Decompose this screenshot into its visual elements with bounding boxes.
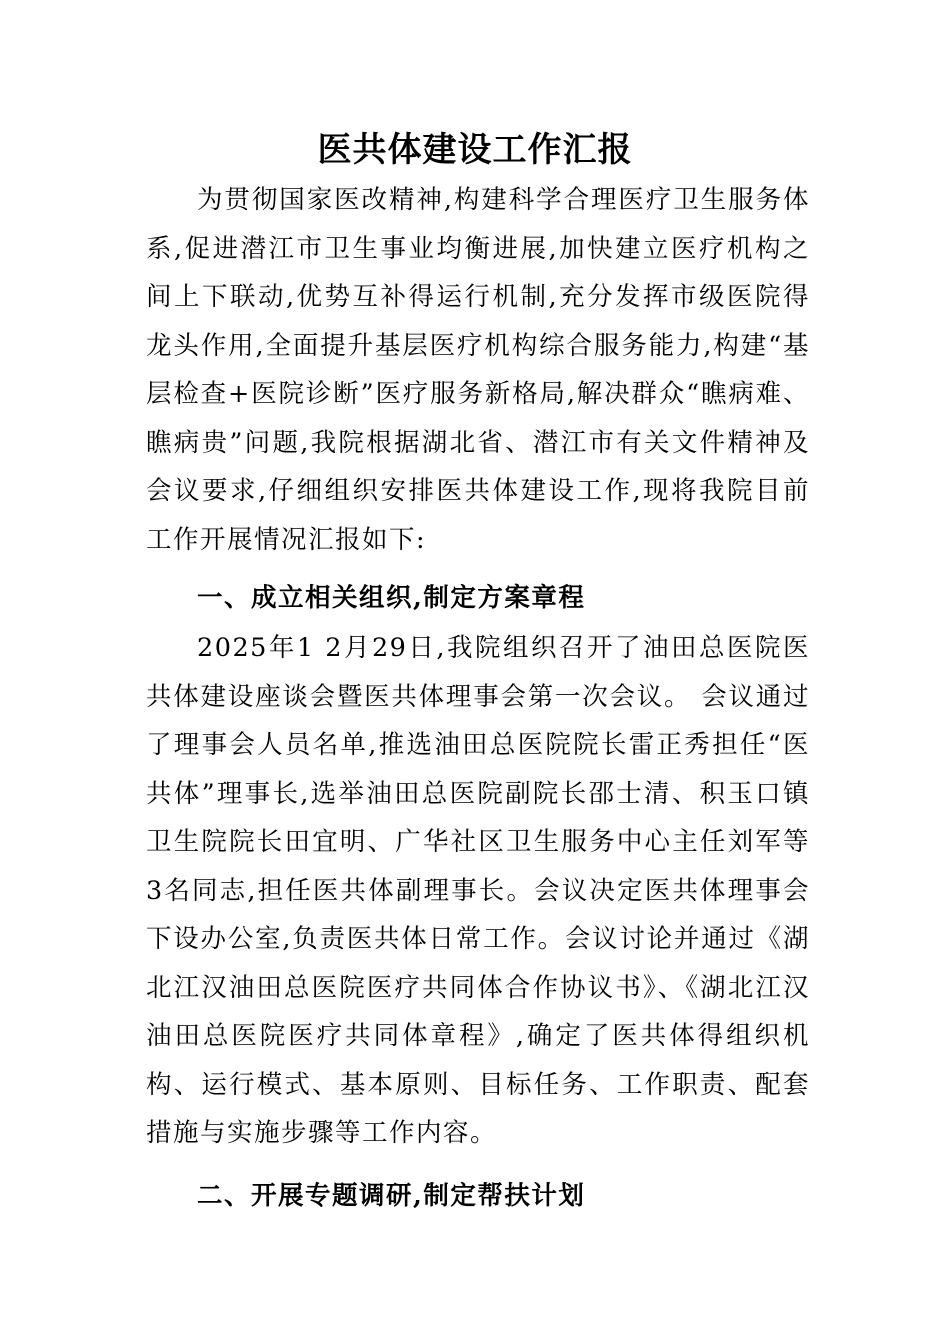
section-heading-2: 二、开展专题调研,制定帮扶计划 bbox=[197, 1181, 586, 1211]
section-heading-1: 一、成立相关组织,制定方案章程 bbox=[197, 583, 586, 613]
section-1-paragraph: 2025年1 2月29日,我院组织召开了油田总医院医共体建设座谈会暨医共体理事会第一次会议。 会议通过了理事会人员名单,推选油田总医院院长雷正秀担任“医共体”理事长,选举油田总医院副院长邵士清、积玉口镇卫生院院长田宜明、广华社区卫生服务中心主任刘军等3名同志,担任医共体副理事长。会议决定医共体理事会下设办公室,负责医共体日常工作。会议讨论并通过《湖北江汉油田总医院医疗共同体合作协议书》、《湖北江汉油田总医院医疗共同体章程》,确定了医共体得组织机构、运行模式、基本原则、目标任务、工作职责、配套措施与实施步骤等工作内容。 bbox=[146, 633, 810, 1148]
document-title: 医共体建设工作汇报 bbox=[317, 130, 633, 170]
intro-paragraph: 为贯彻国家医改精神,构建科学合理医疗卫生服务体系,促进潜江市卫生事业均衡进展,加快建立医疗机构之间上下联动,优势互补得运行机制,充分发挥市级医院得龙头作用,全面提升基层医疗机构综合服务能力,构建“基层检查+医院诊断”医疗服务新格局,解决群众“瞧病难、瞧病贵”问题,我院根据湖北省、潜江市有关文件精神及会议要求,仔细组织安排医共体建设工作,现将我院目前工作开展情况汇报如下: bbox=[146, 185, 810, 555]
